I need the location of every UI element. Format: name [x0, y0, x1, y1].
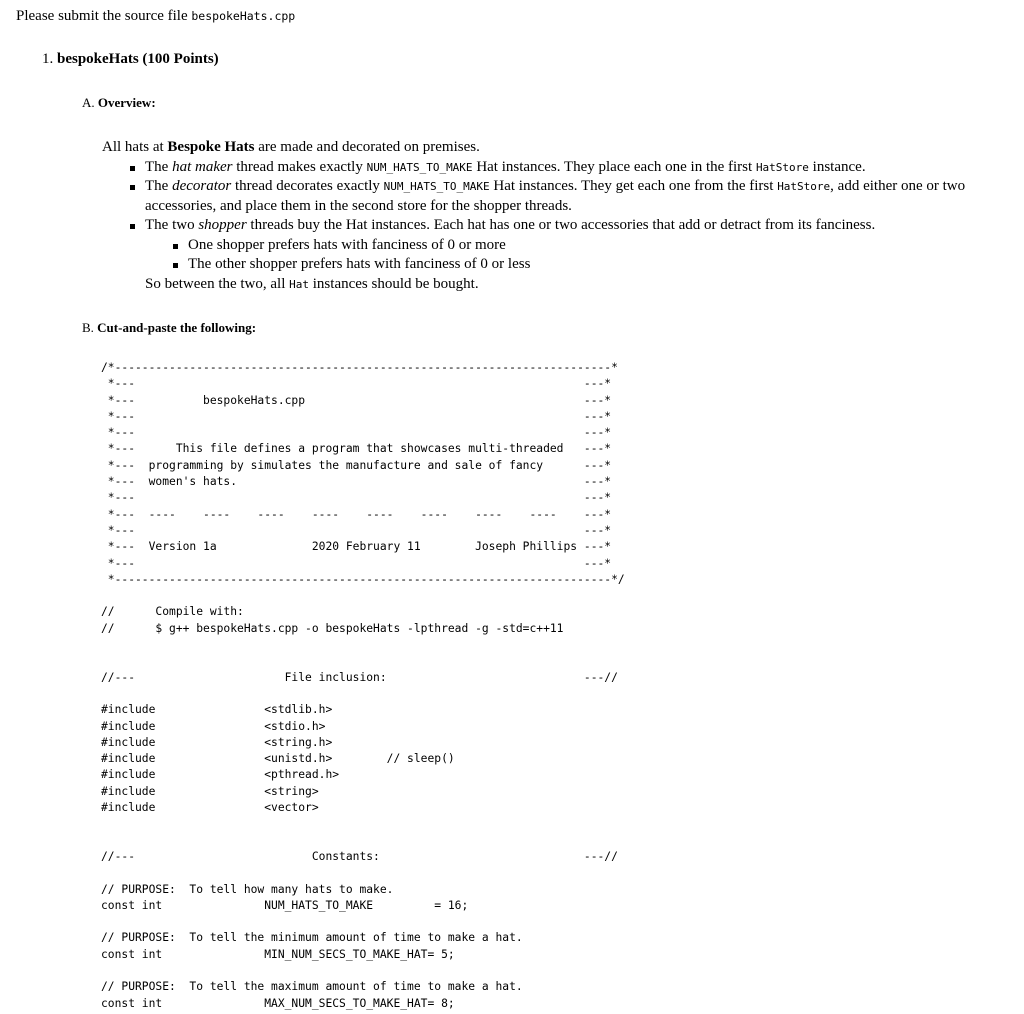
code-line: #include <vector>	[101, 801, 319, 815]
code-line: *--- ---*	[101, 556, 612, 570]
code-line: const int MAX_NUM_SECS_TO_MAKE_HAT= 8;	[101, 996, 455, 1010]
code-line: //--- Constants: ---//	[101, 849, 618, 863]
question-heading	[42, 51, 219, 68]
code-line	[101, 833, 625, 849]
class-name: Hat	[289, 277, 310, 291]
bullet-text: threads buy the Hat instances. Each hat has one or two accessories that add or detract from its fanciness.	[246, 217, 876, 233]
overview-text: are made and decorated on premises.	[254, 139, 480, 155]
overview-body	[102, 138, 1017, 294]
code-line: *--- ---*	[101, 426, 612, 440]
code-line: *--- Version 1a 2020 February 11 Joseph Phillips ---*	[101, 540, 612, 554]
code-line: *-------------------------------------------------------------------------*/	[101, 572, 625, 586]
bullet-text: The	[145, 178, 173, 194]
class-name: HatStore	[777, 180, 831, 193]
code-line: *--- women's hats. ---*	[101, 475, 612, 489]
code-line: *--- programming by simulates the manufacture and sale of fancy ---*	[101, 458, 612, 472]
section-b-heading	[82, 320, 256, 336]
source-code-block[interactable]	[101, 360, 625, 1012]
bullet-decorator	[124, 177, 1017, 216]
code-line: *--- This file defines a program that showcases multi-threaded ---*	[101, 442, 612, 456]
overview-summary	[102, 275, 1017, 295]
code-line: /*-------------------------------------------------------------------------*	[101, 361, 618, 374]
code-line	[101, 653, 625, 669]
code-line: const int MIN_NUM_SECS_TO_MAKE_HAT= 5;	[101, 947, 455, 961]
shopper-sub-list	[145, 236, 1017, 275]
code-line: #include <unistd.h> // sleep()	[101, 752, 455, 766]
summary-text: So between the two, all	[145, 275, 290, 292]
code-line: *--- ---- ---- ---- ---- ---- ---- ---- ---- ---*	[101, 507, 612, 521]
bullet-hat-maker	[124, 158, 1017, 178]
code-line: #include <stdio.h>	[101, 719, 326, 733]
code-line: // $ g++ bespokeHats.cpp -o bespokeHats -lpthread -g -std=c++11	[101, 621, 564, 635]
bullet-text: Hat instances. They place each one in the first	[472, 158, 756, 175]
code-line: *--- ---*	[101, 409, 612, 423]
role-hat-maker: hat maker	[172, 158, 233, 175]
instruction-text: Please submit the source file	[16, 8, 188, 24]
bullet-text: The	[145, 158, 173, 175]
role-decorator: decorator	[172, 178, 232, 194]
submission-instruction	[16, 8, 295, 25]
code-line: // Compile with:	[101, 605, 244, 619]
section-a-title: Overview:	[97, 95, 156, 110]
code-line	[101, 865, 625, 881]
overview-bullet-list	[102, 158, 1017, 275]
question-number: 1.	[42, 51, 54, 67]
brand-name: Bespoke Hats	[167, 139, 255, 155]
code-line: #include <string>	[101, 784, 319, 798]
bullet-text: Hat instances. They get each one from the first	[489, 178, 778, 194]
code-line	[101, 637, 625, 653]
question-title: bespokeHats (100 Points)	[57, 51, 219, 67]
overview-text: All hats at	[102, 139, 168, 155]
code-line: // PURPOSE: To tell the maximum amount of time to make a hat.	[101, 980, 523, 994]
code-line: #include <stdlib.h>	[101, 703, 333, 717]
section-b-letter: B.	[82, 320, 94, 335]
code-line: // PURPOSE: To tell the minimum amount of time to make a hat.	[101, 931, 523, 945]
code-line	[101, 686, 625, 702]
bullet-text: thread decorates exactly	[231, 178, 384, 194]
code-line: *--- ---*	[101, 377, 612, 391]
bullet-shopper	[124, 216, 1017, 275]
sub-bullet-negative-shopper: The other shopper prefers hats with fanciness of 0 or less	[167, 255, 1017, 275]
overview-intro-paragraph	[102, 138, 1017, 158]
code-line	[101, 588, 625, 604]
section-a-letter: A.	[82, 95, 95, 110]
code-line	[101, 963, 625, 979]
bullet-text: thread makes exactly	[232, 158, 367, 175]
code-line: *--- ---*	[101, 523, 612, 537]
source-filename: bespokeHats.cpp	[191, 9, 296, 23]
code-line: // PURPOSE: To tell how many hats to make.	[101, 882, 394, 896]
code-line: *--- bespokeHats.cpp ---*	[101, 393, 612, 407]
code-line: const int NUM_HATS_TO_MAKE = 16;	[101, 898, 469, 912]
section-a-heading	[82, 95, 156, 111]
code-line: #include <pthread.h>	[101, 768, 340, 782]
code-line: //--- File inclusion: ---//	[101, 670, 618, 684]
code-line: #include <string.h>	[101, 735, 333, 749]
section-b-title: Cut-and-paste the following:	[97, 320, 257, 335]
sub-bullet-positive-shopper: One shopper prefers hats with fanciness of 0 or more	[167, 236, 1017, 256]
code-line: *--- ---*	[101, 491, 612, 505]
bullet-text: instance.	[808, 158, 866, 175]
code-line	[101, 816, 625, 832]
class-name: HatStore	[755, 160, 809, 174]
constant-name: NUM_HATS_TO_MAKE	[366, 160, 473, 174]
summary-text: instances should be bought.	[309, 275, 479, 292]
bullet-text: , add either one or two accessories, and place them in the second store for the shopper threads.	[145, 178, 966, 214]
constant-name: NUM_HATS_TO_MAKE	[383, 180, 490, 193]
role-shopper: shopper	[198, 217, 247, 233]
code-line	[101, 914, 625, 930]
bullet-text: The two	[145, 217, 199, 233]
